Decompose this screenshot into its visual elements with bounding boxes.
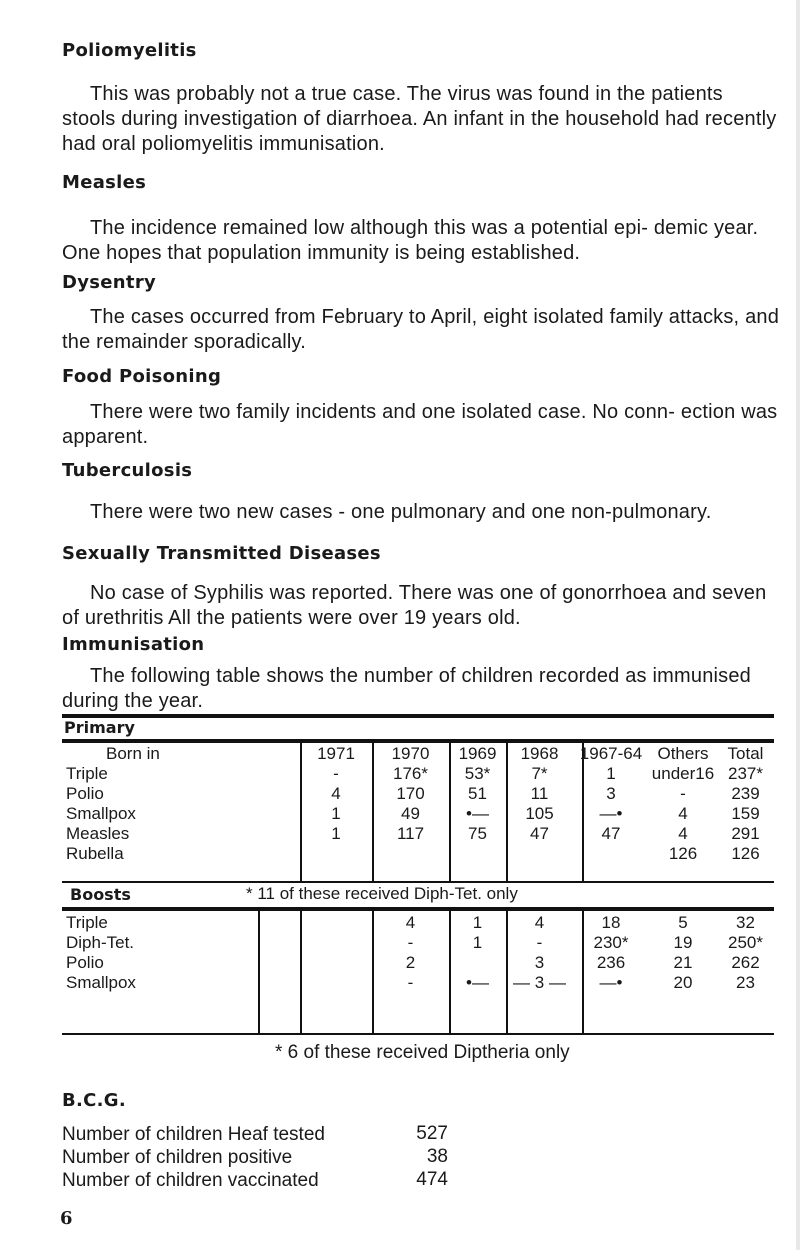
table-cell: 239	[731, 784, 760, 803]
bcg-value: 474	[416, 1169, 448, 1190]
scan-edge	[796, 0, 800, 1250]
para-tuberculosis: There were two new cases - one pulmonary and one non-pulmonary.	[90, 501, 712, 523]
header-1969: 1969	[458, 744, 497, 763]
header-1967-64: 1967-64	[579, 744, 643, 763]
para-poliomyelitis: This was probably not a true case. The virus was found in the patients stools during investigation of diarrhoea. An infant in the household had recently had oral poliomyelitis immunisation.	[62, 83, 777, 155]
table-cell: 3	[534, 953, 545, 972]
table-cell: 291	[731, 824, 760, 843]
table-cell: —•	[599, 804, 623, 823]
table-cell: 53*	[464, 764, 491, 783]
table-cell: 3	[606, 784, 616, 803]
table-cell: — 3 —	[513, 973, 566, 992]
table-cell: -	[536, 933, 543, 952]
boosts-header-rule	[62, 907, 774, 911]
table-cell: 1	[472, 913, 483, 932]
bcg-label: Number of children Heaf tested	[62, 1124, 325, 1145]
table-cell	[573, 844, 649, 864]
table-row	[62, 913, 774, 933]
table-cell: 1	[472, 933, 483, 952]
header-1968: 1968	[520, 744, 559, 763]
table-cell: 49	[401, 804, 420, 823]
heading-bcg: B.C.G.	[62, 1090, 127, 1111]
table-cell	[300, 913, 372, 933]
heading-immunisation: Immunisation	[62, 634, 205, 655]
heading-food-poisoning: Food Poisoning	[62, 366, 222, 387]
header-total: Total	[727, 744, 764, 763]
table-cell: 159	[731, 804, 760, 823]
table-cell: 47	[530, 824, 549, 843]
table-cell: 4	[678, 824, 688, 843]
table-cell: 47	[601, 824, 621, 843]
table-cell: 105	[525, 804, 554, 823]
row-label: Polio	[66, 784, 104, 803]
header-1971: 1971	[317, 744, 355, 763]
row-label: Triple	[66, 764, 108, 783]
para-dysentry: The cases occurred from February to April, eight isolated family attacks, and the remainder sporadically.	[62, 306, 780, 353]
table-cell: -	[680, 784, 686, 803]
table-cell: 126	[731, 844, 760, 863]
row-label: Polio	[66, 953, 104, 972]
table-cell: 170	[396, 784, 425, 803]
table-top-rule	[62, 714, 774, 718]
primary-header-rule	[62, 739, 774, 743]
row-label: Smallpox	[66, 973, 136, 992]
table-row	[62, 784, 774, 804]
table-cell: -	[407, 933, 414, 952]
table-cell: 230*	[593, 933, 629, 952]
table-cell: 75	[468, 824, 487, 843]
table-cell: 237*	[728, 764, 763, 783]
table-cell: —•	[599, 973, 623, 992]
table-footnote: * 6 of these received Diptheria only	[275, 1042, 570, 1063]
boosts-table	[62, 913, 774, 993]
table-row	[62, 953, 774, 973]
row-label: Rubella	[66, 844, 124, 863]
table-cell: 1	[331, 824, 341, 843]
table-cell: -	[407, 973, 414, 992]
table-cell: 2	[405, 953, 416, 972]
boosts-note: * 11 of these received Diph-Tet. only	[246, 884, 518, 903]
table-cell	[300, 953, 372, 973]
table-cell: 4	[405, 913, 416, 932]
header-others: Others under16	[651, 744, 715, 783]
para-immunisation: The following table shows the number of children recorded as immunised during the year.	[62, 665, 752, 712]
table-cell: 250*	[728, 933, 763, 952]
table-cell: 236	[596, 953, 626, 972]
heading-poliomyelitis: Poliomyelitis	[62, 40, 197, 61]
para-std: No case of Syphilis was reported. There was one of gonorrhoea and seven of urethritis All the patients were over 19 years old.	[62, 582, 767, 629]
primary-table	[62, 744, 774, 864]
table-header-row	[62, 744, 774, 764]
boosts-top-rule	[62, 881, 774, 883]
table-cell: 1	[331, 804, 341, 823]
table-cell: 1	[606, 764, 616, 783]
table-cell: 7*	[531, 764, 548, 783]
table-row	[62, 824, 774, 844]
table-cell: 23	[736, 973, 755, 992]
table-cell: 21	[673, 953, 693, 972]
table-row	[62, 804, 774, 824]
table-cell	[300, 844, 372, 864]
table-cell: 19	[673, 933, 693, 952]
table-cell: -	[333, 764, 339, 783]
table-cell: 11	[530, 784, 549, 803]
table-cell: 20	[673, 973, 693, 992]
bcg-value: 38	[426, 1146, 448, 1167]
table-cell: 117	[396, 824, 425, 843]
table-cell	[449, 844, 506, 864]
bcg-value: 527	[416, 1123, 448, 1144]
heading-measles: Measles	[62, 172, 147, 193]
header-1970: 1970	[391, 744, 430, 763]
boosts-label: Boosts	[70, 885, 131, 904]
bcg-label: Number of children positive	[62, 1147, 293, 1168]
para-food-poisoning: There were two family incidents and one isolated case. No conn- ection was apparent.	[62, 401, 778, 448]
table-row	[62, 933, 774, 953]
table-cell: 5	[678, 913, 688, 932]
header-born-in: Born in	[106, 744, 160, 763]
primary-label: Primary	[64, 718, 135, 737]
row-label: Measles	[66, 824, 130, 843]
table-cell: 18	[601, 913, 621, 932]
table-cell: 176*	[393, 764, 428, 783]
heading-std: Sexually Transmitted Diseases	[62, 543, 381, 564]
table-cell: 4	[678, 804, 688, 823]
table-cell: 4	[331, 784, 341, 803]
table-cell	[449, 953, 506, 973]
heading-dysentry: Dysentry	[62, 272, 157, 293]
para-measles: The incidence remained low although this was a potential epi- demic year. One hopes that population immunity is being established.	[62, 217, 759, 264]
row-label: Triple	[66, 913, 108, 932]
table-row	[62, 844, 774, 864]
table-cell: 32	[736, 913, 755, 932]
bcg-label: Number of children vaccinated	[62, 1170, 319, 1191]
table-cell: •—	[466, 804, 489, 823]
table-cell	[372, 844, 449, 864]
row-label: Smallpox	[66, 804, 136, 823]
row-label: Diph-Tet.	[66, 933, 135, 952]
table-cell: 126	[668, 844, 698, 863]
table-cell: 262	[731, 953, 760, 972]
table-cell: 4	[534, 913, 545, 932]
table-row	[62, 973, 774, 993]
table-cell	[506, 844, 573, 864]
table-cell: •—	[466, 973, 489, 992]
table-bottom-rule	[62, 1033, 774, 1035]
page-number: 6	[60, 1208, 73, 1229]
heading-tuberculosis: Tuberculosis	[62, 460, 193, 481]
table-cell	[300, 973, 372, 993]
table-cell: 51	[468, 784, 487, 803]
table-cell	[300, 933, 372, 953]
